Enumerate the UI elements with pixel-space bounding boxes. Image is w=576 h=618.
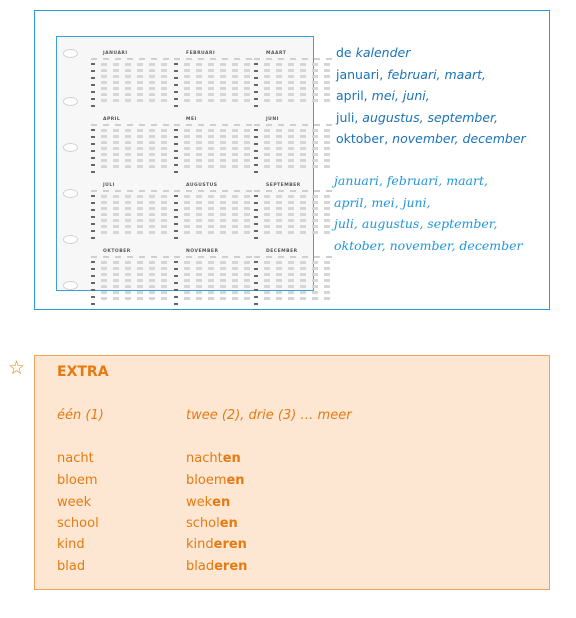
script-line: april, mei, juni, <box>334 194 431 210</box>
calendar-month <box>91 117 169 177</box>
week-number-row <box>174 190 252 193</box>
singular-word: bloem <box>57 473 98 488</box>
month-name: JULI <box>103 183 115 188</box>
script-line: juli, augustus, september, <box>334 216 498 231</box>
binder-hole <box>63 189 78 198</box>
week-number-row <box>254 256 332 259</box>
date-grid <box>184 129 250 171</box>
month-name: NOVEMBER <box>186 249 219 254</box>
calendar-month <box>174 249 252 309</box>
date-grid <box>101 195 167 237</box>
binder-hole <box>63 97 78 106</box>
weekday-column <box>91 195 97 244</box>
plural-word: scholen <box>186 516 238 531</box>
month-name: DECEMBER <box>266 249 298 254</box>
word-line: juli, augustus, september, <box>336 109 499 125</box>
week-number-row <box>174 58 252 61</box>
word-line: januari, februari, maart, <box>336 66 487 82</box>
weekday-column <box>91 63 97 112</box>
date-grid <box>264 129 330 171</box>
date-grid <box>101 129 167 171</box>
handwritten-months <box>334 170 548 256</box>
date-grid <box>264 195 330 237</box>
date-grid <box>101 63 167 105</box>
singular-word: school <box>57 516 99 531</box>
binder-hole <box>63 281 78 290</box>
weekday-column <box>254 63 260 112</box>
month-name: JUNI <box>266 117 279 122</box>
month-name: OKTOBER <box>103 249 131 254</box>
extra-title: EXTRA <box>57 364 109 380</box>
weekday-column <box>174 63 180 112</box>
calendar-month <box>254 249 332 309</box>
plural-word: bladeren <box>186 559 248 574</box>
weekday-column <box>174 261 180 310</box>
calendar-month <box>174 117 252 177</box>
month-name: MAART <box>266 51 287 56</box>
weekday-column <box>254 195 260 244</box>
extra-box <box>34 355 550 590</box>
header-plural: twee (2), drie (3) … meer <box>186 408 352 423</box>
singular-word: week <box>57 495 92 510</box>
date-grid <box>184 261 250 303</box>
calendar-month <box>254 51 332 111</box>
week-number-row <box>254 190 332 193</box>
calendar-month <box>174 183 252 243</box>
singular-word: kind <box>57 537 85 552</box>
header-singular: één (1) <box>57 408 104 423</box>
weekday-column <box>254 261 260 310</box>
plural-word: weken <box>186 495 231 510</box>
calendar-month <box>254 183 332 243</box>
plural-word: nachten <box>186 451 241 466</box>
binder-hole <box>63 235 78 244</box>
week-number-row <box>91 124 169 127</box>
date-grid <box>264 261 330 303</box>
month-name: AUGUSTUS <box>186 183 218 188</box>
month-name: JANUARI <box>103 51 128 56</box>
date-grid <box>184 195 250 237</box>
singular-word: blad <box>57 559 86 574</box>
script-line: januari, februari, maart, <box>334 173 488 188</box>
word-line: oktober, november, december <box>336 131 526 146</box>
word-line: de kalender <box>336 45 411 60</box>
calendar-month <box>91 183 169 243</box>
calendar-image <box>56 36 314 291</box>
weekday-column <box>254 129 260 178</box>
singular-word: nacht <box>57 451 94 466</box>
week-number-row <box>91 190 169 193</box>
month-name: APRIL <box>103 117 121 122</box>
week-number-row <box>174 124 252 127</box>
binder-hole <box>63 49 78 58</box>
week-number-row <box>91 58 169 61</box>
star-icon: ☆ <box>8 357 26 379</box>
week-number-row <box>91 256 169 259</box>
plural-word: bloemen <box>186 473 245 488</box>
calendar-month <box>174 51 252 111</box>
script-line: oktober, november, december <box>334 237 523 253</box>
plural-word: kinderen <box>186 537 247 552</box>
weekday-column <box>174 195 180 244</box>
week-number-row <box>254 124 332 127</box>
week-number-row <box>174 256 252 259</box>
calendar-month <box>91 249 169 309</box>
weekday-column <box>91 129 97 178</box>
date-grid <box>184 63 250 105</box>
weekday-column <box>174 129 180 178</box>
month-name: FEBRUARI <box>186 51 216 56</box>
binder-hole <box>63 143 78 152</box>
date-grid <box>101 261 167 303</box>
month-words <box>336 42 546 150</box>
calendar-month <box>91 51 169 111</box>
month-name: MEI <box>186 117 197 122</box>
week-number-row <box>254 58 332 61</box>
calendar-month <box>254 117 332 177</box>
date-grid <box>264 63 330 105</box>
weekday-column <box>91 261 97 310</box>
month-name: SEPTEMBER <box>266 183 301 188</box>
word-line: april, mei, juni, <box>336 88 430 103</box>
